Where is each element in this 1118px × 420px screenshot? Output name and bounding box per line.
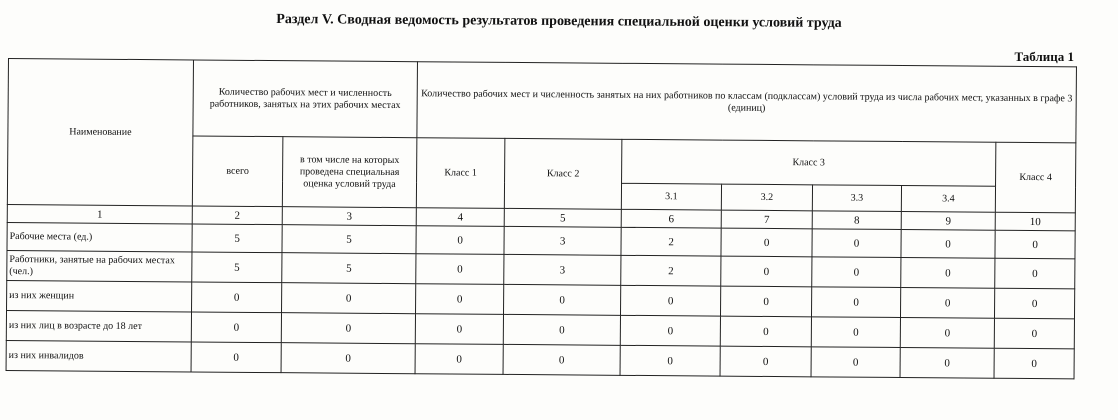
column-number: 10 bbox=[995, 212, 1075, 231]
column-number: 6 bbox=[621, 209, 721, 228]
cell-value: 0 bbox=[721, 256, 812, 287]
header-class-1: Класс 1 bbox=[416, 138, 505, 209]
cell-value: 0 bbox=[900, 348, 994, 379]
cell-value: 0 bbox=[192, 282, 282, 313]
cell-value: 0 bbox=[282, 283, 416, 314]
header-subclass-3-2: 3.2 bbox=[721, 184, 812, 211]
cell-value: 0 bbox=[812, 257, 901, 288]
cell-value: 0 bbox=[621, 285, 721, 316]
cell-value: 5 bbox=[192, 224, 282, 253]
cell-value: 0 bbox=[900, 318, 994, 349]
cell-value: 0 bbox=[416, 254, 504, 285]
cell-value: 0 bbox=[901, 258, 995, 289]
cell-value: 0 bbox=[995, 288, 1075, 319]
cell-value: 0 bbox=[995, 230, 1075, 259]
header-name: Наименование bbox=[7, 59, 193, 206]
cell-value: 0 bbox=[191, 342, 281, 373]
cell-value: 0 bbox=[503, 344, 620, 375]
cell-value: 5 bbox=[192, 252, 282, 283]
cell-value: 0 bbox=[620, 345, 720, 376]
header-subclass-3-3: 3.3 bbox=[812, 185, 901, 212]
header-subclass-3-4: 3.4 bbox=[901, 186, 995, 213]
table-label: Таблица 1 bbox=[1014, 49, 1074, 64]
cell-value: 0 bbox=[281, 313, 415, 344]
row-label: Работники, занятые на рабочих местах (чел.) bbox=[7, 250, 192, 281]
header-class-4: Класс 4 bbox=[995, 142, 1076, 213]
header-group-classes: Количество рабочих мест и численность занятых на них работников по классам (подклассам) условий труда из числа рабочих мест, указанных в графе 3 (единиц) bbox=[417, 62, 1077, 143]
cell-value: 5 bbox=[282, 253, 416, 284]
cell-value: 0 bbox=[620, 315, 720, 346]
cell-value: 2 bbox=[621, 227, 721, 256]
header-group-workplaces: Количество рабочих мест и численность работников, занятых на этих рабочих местах bbox=[193, 60, 418, 138]
cell-value: 0 bbox=[995, 258, 1075, 289]
row-label: из них женщин bbox=[7, 280, 192, 311]
cell-value: 5 bbox=[282, 225, 416, 254]
column-number: 5 bbox=[504, 208, 621, 227]
cell-value: 0 bbox=[721, 228, 812, 257]
cell-value: 0 bbox=[721, 286, 812, 317]
column-number: 2 bbox=[192, 206, 282, 225]
cell-value: 0 bbox=[415, 314, 503, 345]
summary-table-wrapper bbox=[6, 58, 1076, 379]
cell-value: 0 bbox=[994, 318, 1074, 349]
header-including-assessed: в том числе на которых проведена специальная оценка условий труда bbox=[282, 137, 417, 208]
cell-value: 0 bbox=[503, 314, 620, 345]
column-number: 7 bbox=[721, 210, 812, 229]
cell-value: 3 bbox=[504, 226, 621, 255]
section-title: Раздел V. Сводная ведомость результатов проведения специальной оценки условий труда bbox=[276, 12, 842, 31]
row-label: Рабочие места (ед.) bbox=[7, 222, 192, 251]
cell-value: 0 bbox=[811, 317, 900, 348]
cell-value: 0 bbox=[812, 229, 901, 258]
header-subclass-3-1: 3.1 bbox=[621, 183, 721, 210]
cell-value: 0 bbox=[191, 312, 281, 343]
row-label: из них лиц в возрасте до 18 лет bbox=[6, 310, 191, 341]
cell-value: 0 bbox=[901, 230, 995, 259]
cell-value: 3 bbox=[504, 254, 621, 285]
cell-value: 0 bbox=[416, 226, 504, 255]
cell-value: 0 bbox=[416, 284, 504, 315]
cell-value: 0 bbox=[901, 288, 995, 319]
header-class-2: Класс 2 bbox=[504, 138, 622, 209]
cell-value: 0 bbox=[812, 287, 901, 318]
cell-value: 2 bbox=[621, 255, 721, 286]
header-total: всего bbox=[192, 136, 283, 207]
cell-value: 0 bbox=[504, 284, 621, 315]
column-number: 3 bbox=[282, 207, 416, 226]
column-number: 4 bbox=[416, 208, 504, 227]
cell-value: 0 bbox=[811, 347, 900, 378]
cell-value: 0 bbox=[720, 346, 811, 377]
cell-value: 0 bbox=[281, 343, 415, 374]
column-number: 9 bbox=[901, 212, 995, 231]
column-number: 8 bbox=[812, 211, 901, 230]
cell-value: 0 bbox=[415, 344, 503, 375]
header-class-3: Класс 3 bbox=[622, 139, 996, 186]
cell-value: 0 bbox=[720, 316, 811, 347]
cell-value: 0 bbox=[994, 348, 1074, 379]
summary-table bbox=[6, 58, 1077, 379]
column-number: 1 bbox=[7, 204, 192, 223]
row-label: из них инвалидов bbox=[6, 340, 191, 371]
